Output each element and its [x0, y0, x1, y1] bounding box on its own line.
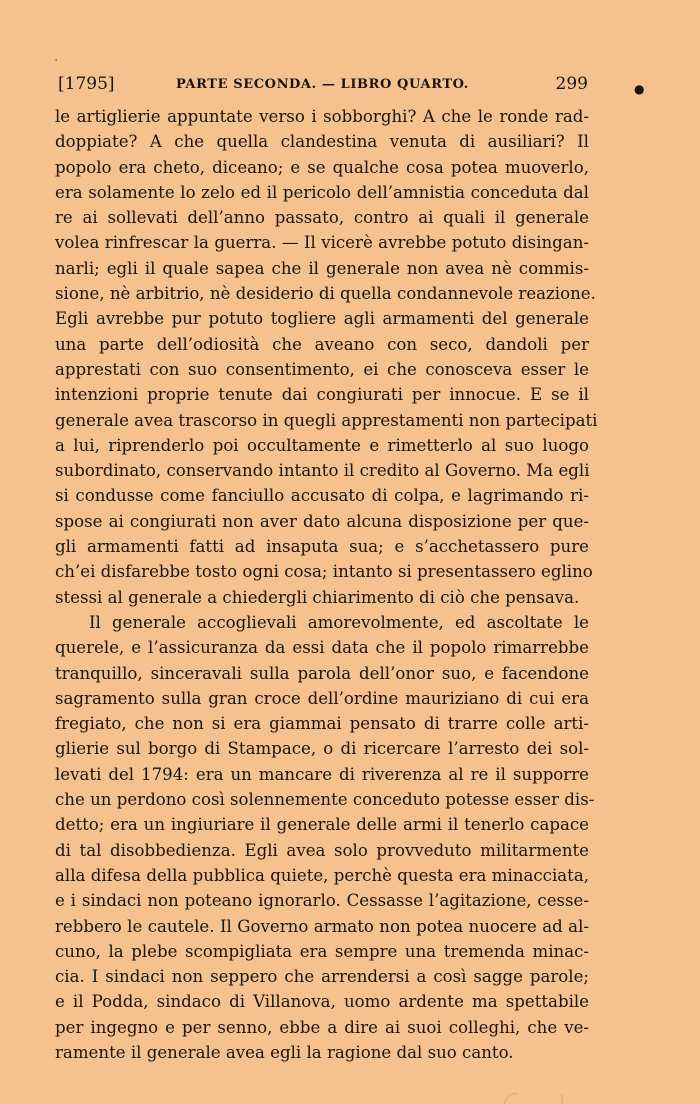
text-line: a lui, riprenderlo poi occultamente e rimetterlo al suo luogo — [55, 435, 589, 455]
text-line: le artiglierie appuntate verso i sobborghi? A che le ronde rad- — [55, 107, 589, 126]
text-line: spose ai congiurati non aver dato alcuna disposizione per que- — [55, 511, 589, 531]
header-title: PARTE SECONDA. — LIBRO QUARTO. — [176, 77, 469, 92]
text-line: re ai sollevati dell’anno passato, contro ai quali il generale — [55, 208, 589, 228]
text-line: stessi al generale a chiedergli chiarimento di ciò che pensava. — [55, 587, 580, 607]
text-line: glierie sul borgo di Stampace, o di ricercare l’arresto dei sol- — [55, 739, 589, 759]
text-line: doppiate? A che quella clandestina venuta di ausiliari? Il — [55, 132, 589, 152]
text-line: sione, nè arbitrio, nè desiderio di quella condannevole reazione. — [55, 284, 596, 304]
paragraph — [55, 104, 598, 610]
text-line: narli; egli il quale sapea che il generale non avea nè commis- — [55, 258, 589, 278]
text-line: di tal disobbedienza. Egli avea solo provveduto militarmente — [55, 840, 589, 860]
running-header — [58, 72, 588, 96]
text-line: apprestati con suo consentimento, ei che conosceva esser le — [55, 359, 589, 379]
text-line: detto; era un ingiuriare il generale delle armi il tenerlo capace — [55, 815, 589, 835]
text-line: alla difesa della pubblica quiete, perchè questa era minacciata, — [55, 865, 589, 885]
body-text — [55, 104, 598, 1065]
watermark-glyphs — [500, 1088, 590, 1104]
stray-mark: ● — [634, 82, 645, 96]
text-line: ch’ei disfarebbe tosto ogni cosa; intanto si presentassero eglino — [55, 562, 593, 582]
text-line: intenzioni proprie tenute dai congiurati per innocue. E se il — [55, 385, 589, 405]
text-line: una parte dell’odiosità che aveano con seco, dandoli per — [55, 334, 589, 354]
text-line: popolo era cheto, diceano; e se qualche cosa potea muoverlo, — [55, 157, 589, 177]
header-year: [1795] — [58, 74, 115, 94]
text-line: querele, e l’assicuranza da essi data che il popolo rimarrebbe — [55, 638, 589, 658]
text-line: che un perdono così solennemente conceduto potesse esser dis- — [55, 790, 595, 810]
library-watermark — [500, 1088, 590, 1104]
text-line: ramente il generale avea egli la ragione dal suo canto. — [55, 1042, 514, 1062]
text-line: Il generale accoglievali amorevolmente, ed ascoltate le — [89, 612, 589, 632]
text-line: era solamente lo zelo ed il pericolo dell’amnistia conceduta dal — [55, 182, 589, 202]
text-line: cia. I sindaci non seppero che arrendersi a così sagge parole; — [55, 967, 589, 987]
text-line: Egli avrebbe pur potuto togliere agli armamenti del generale — [55, 309, 589, 329]
text-line: gli armamenti fatti ad insaputa sua; e s’acchetassero pure — [55, 537, 589, 557]
text-line: fregiato, che non si era giammai pensato di trarre colle arti- — [55, 714, 589, 734]
text-line: sagramento sulla gran croce dell’ordine mauriziano di cui era — [55, 688, 589, 708]
paragraph — [55, 610, 595, 1065]
text-line: cuno, la plebe scompigliata era sempre una tremenda minac- — [55, 941, 589, 961]
text-line: rebbero le cautele. Il Governo armato non potea nuocere ad al- — [55, 916, 589, 936]
text-line: per ingegno e per senno, ebbe a dire ai suoi colleghi, che ve- — [55, 1017, 589, 1037]
text-line: subordinato, conservando intanto il credito al Governo. Ma egli — [55, 461, 590, 481]
stray-mark: ' — [55, 58, 58, 67]
text-line: si condusse come fanciullo accusato di colpa, e lagrimando ri- — [55, 486, 589, 506]
text-line: volea rinfrescar la guerra. — Il vicerè avrebbe potuto disingan- — [55, 233, 589, 253]
text-line: e il Podda, sindaco di Villanova, uomo ardente ma spettabile — [55, 992, 589, 1012]
text-line: generale avea trascorso in quegli apprestamenti non partecipati — [55, 410, 598, 430]
page-number: 299 — [555, 74, 588, 94]
text-line: levati del 1794: era un mancare di riverenza al re il supporre — [55, 764, 589, 784]
text-line: e i sindaci non poteano ignorarlo. Cessasse l’agitazione, cesse- — [55, 891, 589, 911]
text-line: tranquillo, sinceravali sulla parola dell’onor suo, e facendone — [55, 663, 589, 683]
